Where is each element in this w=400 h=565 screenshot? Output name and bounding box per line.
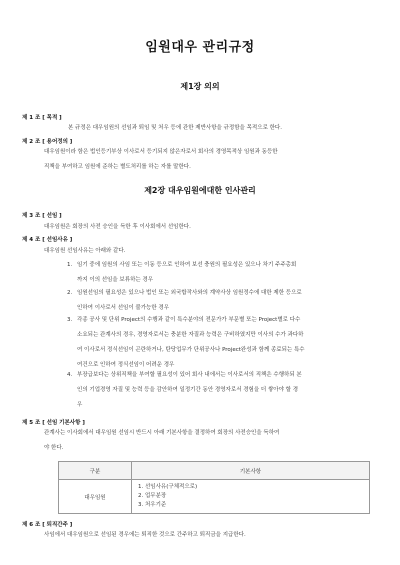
article-6-heading: 제 6 조 [ 퇴직간주 ]: [22, 522, 73, 528]
article-3-text: 대우임원은 회장의 사전 승인을 득한 후 이사회에서 선임한다.: [44, 224, 191, 230]
list-item: 1. 선임사유(구체적으로): [138, 484, 198, 490]
article-5-heading: 제 5 조 [ 선임 기본사항 ]: [22, 420, 85, 426]
article-2-line-1: 대우임원이라 함은 법인등기부상 이사로서 등기되지 않은자로서 회사의 경영목적상 임원과 동등한: [44, 149, 278, 155]
article-2-heading: 제 2 조 [ 용어정의 ]: [22, 139, 73, 145]
article-1-text: 본 규정은 대우임원의 선임과 퇴임 및 처우 등에 관한 제반사항을 규정함을 목적으로 한다.: [68, 125, 282, 131]
selection-reason-item-1: 1. 임기 중에 임원의 사임 또는 이동 등으로 인하여 보선 충원의 필요성은 있으나 차기 주주총회 까지 이의 선임을 보류하는 경우: [67, 262, 297, 283]
table-header-basic-items: 기본사항: [132, 462, 370, 480]
table-basic-items-list: [132, 480, 370, 514]
chapter-2-title: 제2장 대우임원에대한 인사관리: [144, 186, 256, 195]
article-4-intro: 대우임원 선임사유는 아래와 같다.: [44, 248, 126, 254]
list-item: 2. 업무분장: [138, 493, 167, 499]
article-5-line-1: 관계사는 이사회에서 대우임원 선임시 반드시 아래 기본사항을 결정하여 회장의 사전승인을 득하여: [44, 430, 280, 436]
article-6-text: 사임에서 대우임원으로 선임된 경우에는 퇴직한 것으로 간주하고 퇴직금을 지급한다.: [44, 532, 246, 538]
article-1-heading: 제 1 조 [ 목적 ]: [22, 115, 62, 121]
table-row-head: 대우임원: [59, 480, 132, 514]
table-header-category: 구분: [59, 462, 132, 480]
article-5-line-2: 야 한다.: [44, 445, 64, 451]
document-title: 임원대우 관리규정: [145, 40, 255, 55]
selection-reason-item-2: 2. 임원선임의 필요성은 있으나 법인 또는 외국합작사와의 계약사상 임원정수에 대한 제한 등으로 인하여 이사로서 선임이 불가능한 경우: [67, 290, 302, 311]
basic-items-table: [58, 461, 370, 514]
table-header-row: [59, 462, 370, 480]
selection-reason-item-3: 3. 각종 공사 및 단위 Project의 수행과 같이 특수분야의 전문가가 부문별 또는 Project별로 다수 소요되는 관계사의 경우, 경영자로서는 충분한 자질과 능력은 구비하였지만 이사의 수가 과다하 여 이사로서 정식선임이 곤란하거나, 탄당업무가 단위공사나 Project완성과 함께 종료되는 특수 여건으로 인하여 정식선임이 어려운 경우: [67, 317, 305, 368]
chapter-1-title: 제1장 의의: [180, 82, 220, 91]
article-3-heading: 제 3 조 [ 선임 ]: [22, 213, 62, 219]
table-row: [59, 480, 370, 514]
selection-reason-item-4: 4. 부장급보다는 상위직책을 부여할 필요성이 있어 회사 내에서는 이사로서의 직책은 수행하되 본 인의 기업경영 자질 및 능력 등을 감안하여 일정기간 동안 경영자로서 경험을 더 쌓아야 할 경 우: [67, 372, 302, 408]
article-4-heading: 제 4 조 [ 선임사유 ]: [22, 237, 73, 243]
article-2-line-2: 직책을 부여하고 임원에 준하는 별도처리를 하는 자를 말한다.: [44, 164, 191, 170]
list-item: 3. 처우기준: [138, 502, 167, 508]
